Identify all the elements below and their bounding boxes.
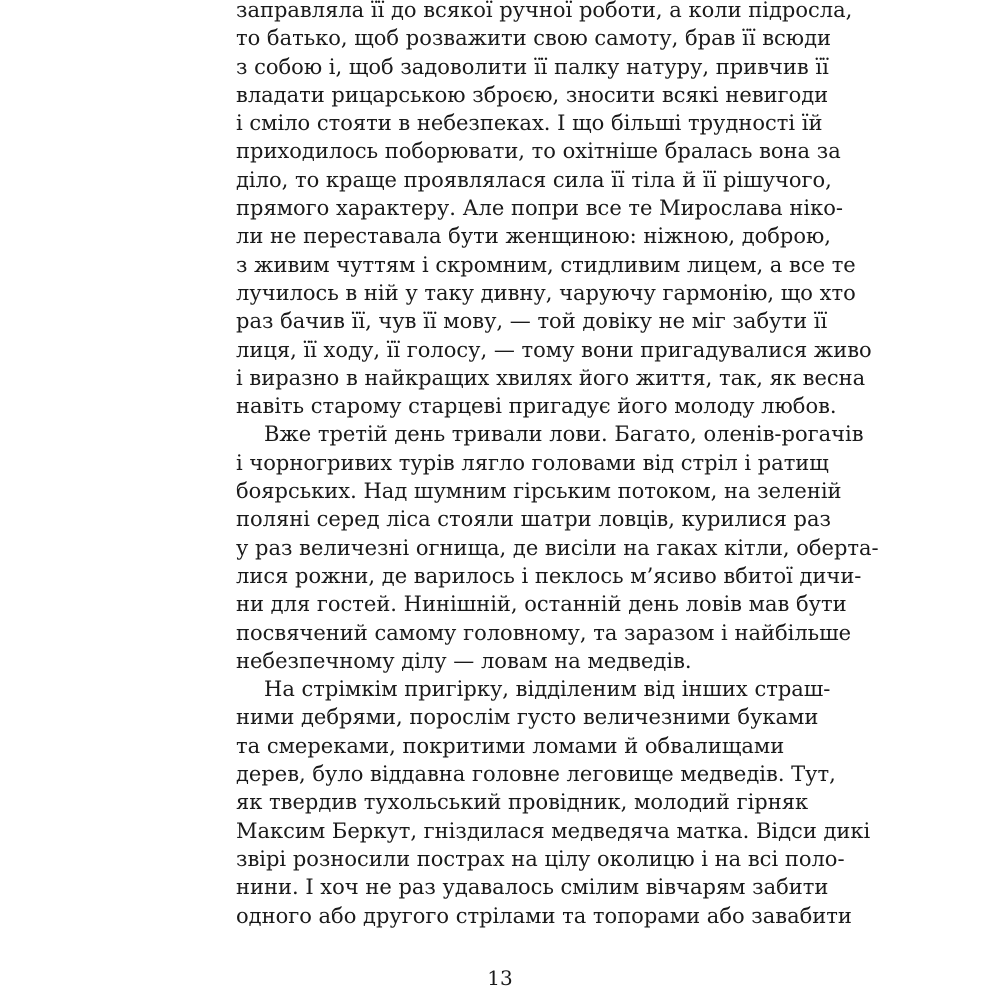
text-line: владати рицарською зброєю, зносити всякі невигоди xyxy=(236,82,829,107)
text-line: і чорногривих турів лягло головами від стріл і ратищ xyxy=(236,450,829,475)
text-line: лучилось в ній у таку дивну, чаруючу гармонію, що хто xyxy=(236,280,856,305)
text-line: нини. І хоч не раз удавалось смілим вівчарям забити xyxy=(236,875,829,900)
body-text xyxy=(236,0,879,930)
paragraph xyxy=(236,675,871,930)
text-line: приходилось поборювати, то охітніше бралась вона за xyxy=(236,139,841,164)
text-line: боярських. Над шумним гірським потоком, на зеленій xyxy=(236,479,842,504)
text-line: то батько, щоб розважити свою самоту, брав її всюди xyxy=(236,26,832,51)
text-line: з собою і, щоб задоволити її палку натуру, привчив її xyxy=(236,54,829,79)
text-line: як твердив тухольський провідник, молодий гірняк xyxy=(236,790,809,815)
text-line: діло, то краще проявлялася сила її тіла й її рішучого, xyxy=(236,167,832,192)
text-line: прямого характеру. Але попри все те Мирослава ніко- xyxy=(236,196,843,221)
text-line: лиця, її ходу, її голосу, — тому вони пригадувалися живо xyxy=(236,337,872,362)
text-line: у раз величезні огнища, де висіли на гаках кітли, оберта- xyxy=(236,535,879,560)
text-line: небезпечному ділу — ловам на медведів. xyxy=(236,648,692,673)
text-line: Вже третій день тривали лови. Багато, оленів-рогачів xyxy=(264,422,864,447)
text-line: посвячений самому головному, та заразом і найбільше xyxy=(236,620,852,645)
text-line: і сміло стояти в небезпеках. І що більші трудності їй xyxy=(236,111,823,136)
text-line: Максим Беркут, гніздилася медведяча матка. Відси дикі xyxy=(236,818,871,843)
text-line: ли не переставала бути женщиною: ніжною, доброю, xyxy=(236,224,831,249)
text-line: звірі розносили пострах на цілу околицю і на всі поло- xyxy=(236,846,845,871)
page-number: 13 xyxy=(487,966,513,990)
text-line: На стрімкім пригірку, відділеним від інших страш- xyxy=(264,677,831,702)
text-line: навіть старому старцеві пригадує його молоду любов. xyxy=(236,394,837,419)
text-line: одного або другого стрілами та топорами або завабити xyxy=(236,903,852,928)
text-line: лися рожни, де варилось і пеклось м’ясиво вбитої дичи- xyxy=(236,563,862,588)
text-line: раз бачив її, чув її мову, — той довіку не міг забути її xyxy=(236,309,828,334)
text-line: ними дебрями, порослім густо величезними буками xyxy=(236,705,819,730)
text-line: поляні серед ліса стояли шатри ловців, курилися раз xyxy=(236,507,831,532)
text-line: і виразно в найкращих хвилях його життя, так, як весна xyxy=(236,365,866,390)
paragraph xyxy=(236,0,872,420)
text-line: з живим чуттям і скромним, стидливим лицем, а все те xyxy=(236,252,856,277)
paragraph xyxy=(236,420,879,675)
text-line: заправляла її до всякої ручної роботи, а коли підросла, xyxy=(236,0,853,22)
text-line: дерев, було віддавна головне леговище медведів. Тут, xyxy=(236,762,836,787)
text-line: ни для гостей. Нинішній, останній день ловів мав бути xyxy=(236,592,847,617)
text-line: та смереками, покритими ломами й обвалищами xyxy=(236,733,785,758)
